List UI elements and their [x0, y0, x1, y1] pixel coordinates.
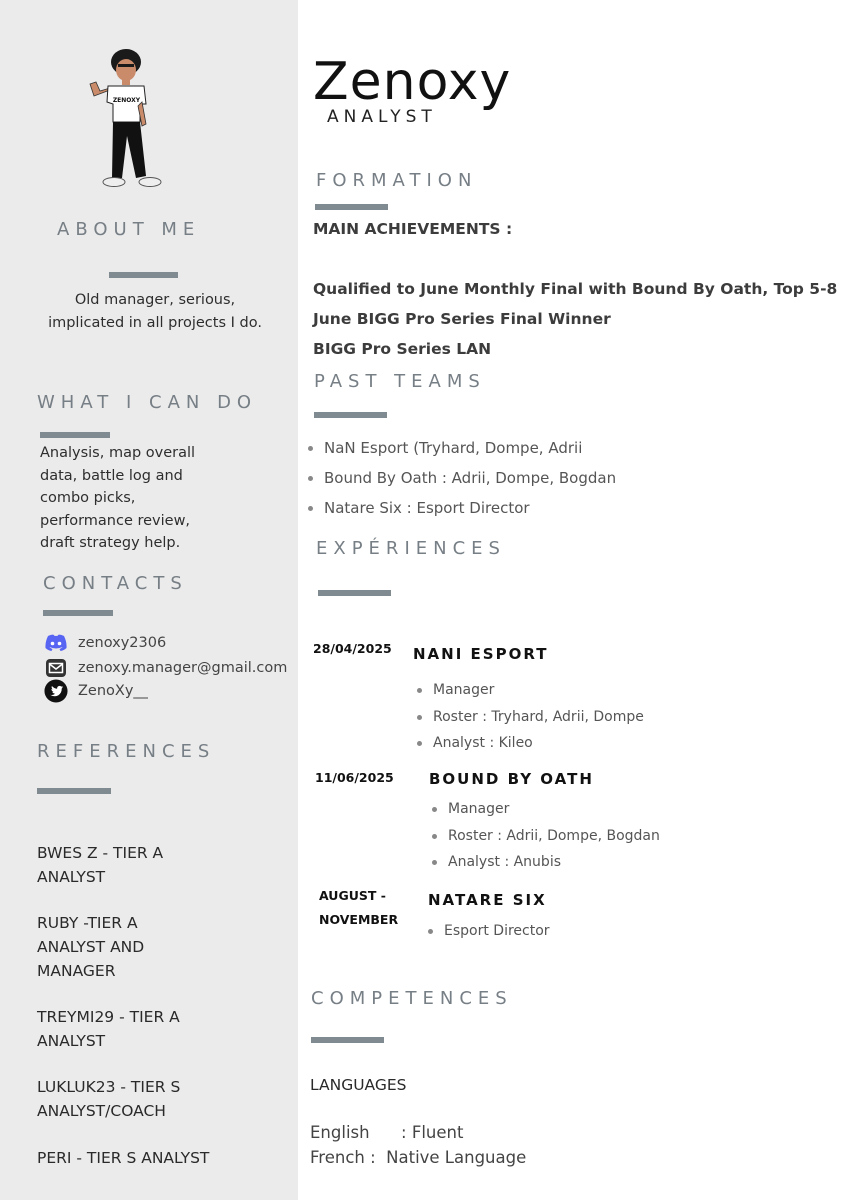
experience-title: NANI ESPORT — [413, 645, 549, 663]
about-text — [20, 289, 290, 334]
list-item: Analyst : Kileo — [415, 730, 644, 757]
contact-discord — [44, 632, 166, 654]
list-item: Analyst : Anubis — [430, 849, 660, 876]
contact-discord-text[interactable]: zenoxy2306 — [78, 635, 167, 651]
reference-item: LUKLUK23 - TIER S ANALYST/COACH — [37, 1078, 181, 1120]
experience-date: AUGUST - NOVEMBER — [319, 888, 399, 927]
skills-line: Analysis, map overall — [40, 445, 196, 461]
avatar-shirt-text: ZENOXY — [112, 97, 141, 104]
list-item: Manager — [415, 677, 644, 704]
list-item: Roster : Adrii, Dompe, Bogdan — [430, 823, 660, 850]
about-line-2: implicated in all projects I do. — [48, 314, 262, 331]
twitter-icon — [44, 680, 68, 702]
references-divider — [37, 788, 111, 794]
languages-label: LANGUAGES — [310, 1076, 407, 1094]
about-line-1: Old manager, serious, — [74, 292, 236, 308]
list-item: Manager — [430, 796, 660, 823]
past-teams-title: PAST TEAMS — [314, 371, 486, 392]
list-item: Natare Six : Esport Director — [306, 493, 616, 523]
discord-icon — [44, 632, 68, 654]
language-item: French : Native Language — [310, 1148, 527, 1167]
achievement-item: BIGG Pro Series LAN — [313, 340, 492, 358]
about-divider — [109, 272, 178, 278]
page-title: Zenoxy — [313, 52, 512, 112]
formation-divider — [315, 204, 388, 210]
experience-title: BOUND BY OATH — [429, 770, 594, 788]
list-item: Roster : Tryhard, Adrii, Dompe — [415, 704, 644, 731]
experiences-title: EXPÉRIENCES — [316, 538, 506, 559]
experience-bullets — [415, 677, 644, 757]
contacts-title: CONTACTS — [43, 573, 188, 594]
experiences-divider — [318, 590, 391, 596]
skills-line: draft strategy help. — [40, 535, 181, 551]
skills-line: combo picks, — [40, 490, 136, 506]
about-title: ABOUT ME — [57, 219, 201, 240]
experience-title: NATARE SIX — [428, 891, 547, 909]
skills-text — [40, 442, 290, 555]
contact-email-text[interactable]: zenoxy.manager@gmail.com — [78, 660, 288, 676]
page-subtitle: ANALYST — [327, 107, 437, 127]
achievement-item: Qualified to June Monthly Final with Bound By Oath, Top 5-8 — [313, 280, 838, 298]
contacts-divider — [43, 610, 113, 616]
contact-twitter — [44, 680, 148, 702]
skills-line: performance review, — [40, 512, 191, 529]
reference-item: BWES Z - TIER A ANALYST — [37, 844, 164, 886]
experience-bullets — [430, 796, 660, 876]
past-teams-list — [306, 433, 616, 523]
skills-divider — [40, 432, 110, 438]
experience-date: 28/04/2025 — [313, 641, 392, 656]
list-item: Esport Director — [426, 918, 550, 945]
contact-email — [44, 657, 287, 679]
reference-item: TREYMI29 - TIER A ANALYST — [37, 1008, 180, 1050]
experience-date: 11/06/2025 — [315, 770, 394, 785]
achievement-item: June BIGG Pro Series Final Winner — [313, 310, 611, 328]
mail-icon — [44, 657, 68, 679]
list-item: Bound By Oath : Adrii, Dompe, Bogdan — [306, 463, 616, 493]
reference-item: RUBY -TIER A ANALYST AND MANAGER — [37, 914, 145, 980]
skills-title: WHAT I CAN DO — [37, 392, 258, 413]
competences-divider — [311, 1037, 384, 1043]
list-item: NaN Esport (Tryhard, Dompe, Adrii — [306, 433, 616, 463]
references-title: REFERENCES — [37, 741, 216, 762]
past-teams-divider — [314, 412, 387, 418]
formation-title: FORMATION — [316, 170, 478, 191]
language-item: English : Fluent — [310, 1123, 464, 1142]
experience-bullets — [426, 918, 550, 945]
contact-twitter-text[interactable]: ZenoXy__ — [78, 683, 148, 699]
skills-line: data, battle log and — [40, 467, 183, 484]
competences-title: COMPETENCES — [311, 988, 513, 1009]
achievements-heading: MAIN ACHIEVEMENTS : — [313, 220, 513, 238]
avatar-illustration — [80, 44, 180, 194]
reference-item: PERI - TIER S ANALYST — [37, 1149, 210, 1167]
